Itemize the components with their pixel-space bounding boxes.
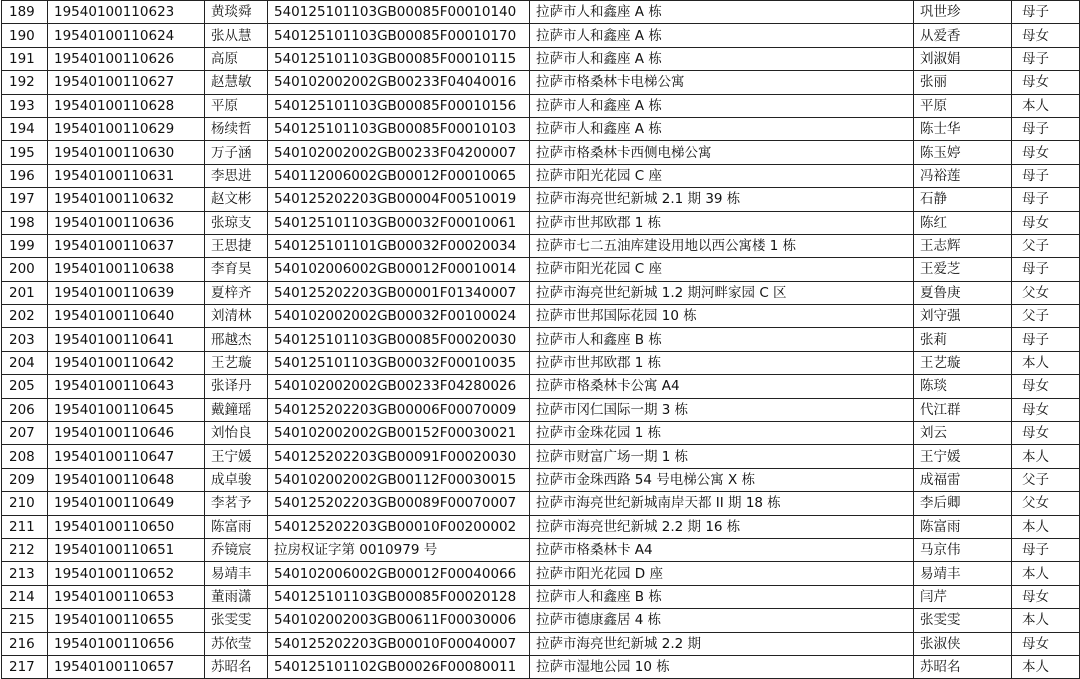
property-owner: 刘淑娟 <box>914 47 1012 70</box>
property-certificate-number: 540102006002GB00012F00010014 <box>268 258 530 281</box>
student-id: 19540100110652 <box>48 562 205 585</box>
row-number: 204 <box>2 351 48 374</box>
student-id: 19540100110637 <box>48 234 205 257</box>
student-id: 19540100110642 <box>48 351 205 374</box>
row-number: 198 <box>2 211 48 234</box>
row-number: 206 <box>2 398 48 421</box>
table-row <box>2 422 1080 445</box>
property-certificate-number: 540125101103GB00085F00020030 <box>268 328 530 351</box>
row-number: 211 <box>2 515 48 538</box>
property-certificate-number: 540125202203GB00010F00040007 <box>268 632 530 655</box>
row-number: 203 <box>2 328 48 351</box>
student-id: 19540100110638 <box>48 258 205 281</box>
property-address: 拉萨市海亮世纪新城南岸天都 II 期 18 栋 <box>530 492 914 515</box>
row-number: 207 <box>2 422 48 445</box>
property-certificate-number: 540102002002GB00233F04040016 <box>268 71 530 94</box>
property-address: 拉萨市人和鑫座 B 栋 <box>530 585 914 608</box>
relationship: 母女 <box>1012 422 1080 445</box>
student-name: 苏依莹 <box>205 632 268 655</box>
property-certificate-number: 540125202203GB00001F01340007 <box>268 281 530 304</box>
row-number: 216 <box>2 632 48 655</box>
student-name: 易靖丰 <box>205 562 268 585</box>
relationship: 本人 <box>1012 94 1080 117</box>
student-housing-table <box>1 0 1080 679</box>
student-id: 19540100110631 <box>48 164 205 187</box>
row-number: 208 <box>2 445 48 468</box>
property-owner: 闫芹 <box>914 585 1012 608</box>
table-row <box>2 211 1080 234</box>
relationship: 母女 <box>1012 632 1080 655</box>
student-id: 19540100110628 <box>48 94 205 117</box>
property-certificate-number: 540125101103GB00032F00010035 <box>268 351 530 374</box>
relationship: 父子 <box>1012 468 1080 491</box>
property-owner: 陈红 <box>914 211 1012 234</box>
property-owner: 陈琰 <box>914 375 1012 398</box>
relationship: 母子 <box>1012 164 1080 187</box>
property-address: 拉萨市世邦欧郡 1 栋 <box>530 351 914 374</box>
property-certificate-number: 540125202203GB00010F00200002 <box>268 515 530 538</box>
relationship: 母女 <box>1012 398 1080 421</box>
student-id: 19540100110647 <box>48 445 205 468</box>
student-id: 19540100110657 <box>48 655 205 678</box>
table-row <box>2 632 1080 655</box>
property-certificate-number: 540125101101GB00032F00020034 <box>268 234 530 257</box>
property-owner: 王爱芝 <box>914 258 1012 281</box>
student-name: 赵文彬 <box>205 188 268 211</box>
row-number: 197 <box>2 188 48 211</box>
student-name: 张雯雯 <box>205 609 268 632</box>
table-row <box>2 562 1080 585</box>
property-address: 拉萨市金珠西路 54 号电梯公寓 X 栋 <box>530 468 914 491</box>
student-id: 19540100110643 <box>48 375 205 398</box>
student-name: 苏昭名 <box>205 655 268 678</box>
property-owner: 张丽 <box>914 71 1012 94</box>
property-owner: 夏鲁庚 <box>914 281 1012 304</box>
table-row <box>2 141 1080 164</box>
property-owner: 易靖丰 <box>914 562 1012 585</box>
row-number: 205 <box>2 375 48 398</box>
student-id: 19540100110626 <box>48 47 205 70</box>
property-certificate-number: 540125101103GB00085F00010115 <box>268 47 530 70</box>
student-id: 19540100110639 <box>48 281 205 304</box>
student-id: 19540100110648 <box>48 468 205 491</box>
student-name: 张从慧 <box>205 24 268 47</box>
property-address: 拉萨市七二五油库建设用地以西公寓楼 1 栋 <box>530 234 914 257</box>
table-row <box>2 281 1080 304</box>
property-address: 拉萨市德康鑫居 4 栋 <box>530 609 914 632</box>
row-number: 217 <box>2 655 48 678</box>
property-certificate-number: 540125202203GB00004F00510019 <box>268 188 530 211</box>
student-id: 19540100110627 <box>48 71 205 94</box>
property-certificate-number: 540125202203GB00006F00070009 <box>268 398 530 421</box>
relationship: 父子 <box>1012 305 1080 328</box>
table-row <box>2 305 1080 328</box>
property-owner: 马京伟 <box>914 538 1012 561</box>
table-row <box>2 515 1080 538</box>
student-name: 李育昊 <box>205 258 268 281</box>
table-row <box>2 188 1080 211</box>
property-address: 拉萨市格桑林卡公寓 A4 <box>530 375 914 398</box>
property-certificate-number: 540125101103GB00085F00010170 <box>268 24 530 47</box>
relationship: 本人 <box>1012 562 1080 585</box>
table-row <box>2 47 1080 70</box>
student-name: 平原 <box>205 94 268 117</box>
relationship: 母女 <box>1012 71 1080 94</box>
property-owner: 陈士华 <box>914 117 1012 140</box>
property-address: 拉萨市人和鑫座 A 栋 <box>530 117 914 140</box>
relationship: 母子 <box>1012 117 1080 140</box>
property-certificate-number: 540112006002GB00012F00010065 <box>268 164 530 187</box>
property-address: 拉萨市格桑林卡电梯公寓 <box>530 71 914 94</box>
student-name: 乔镜宸 <box>205 538 268 561</box>
relationship: 母女 <box>1012 141 1080 164</box>
property-owner: 石静 <box>914 188 1012 211</box>
property-owner: 王艺璇 <box>914 351 1012 374</box>
student-id: 19540100110656 <box>48 632 205 655</box>
property-address: 拉萨市阳光花园 C 座 <box>530 164 914 187</box>
student-name: 夏梓齐 <box>205 281 268 304</box>
property-certificate-number: 540125101103GB00085F00020128 <box>268 585 530 608</box>
row-number: 192 <box>2 71 48 94</box>
student-id: 19540100110632 <box>48 188 205 211</box>
property-certificate-number: 540125101102GB00026F00080011 <box>268 655 530 678</box>
property-certificate-number: 540125101103GB00085F00010156 <box>268 94 530 117</box>
table-row <box>2 609 1080 632</box>
property-owner: 张莉 <box>914 328 1012 351</box>
table-row <box>2 117 1080 140</box>
student-id: 19540100110651 <box>48 538 205 561</box>
student-id: 19540100110630 <box>48 141 205 164</box>
relationship: 本人 <box>1012 655 1080 678</box>
property-address: 拉萨市金珠花园 1 栋 <box>530 422 914 445</box>
relationship: 母女 <box>1012 24 1080 47</box>
row-number: 214 <box>2 585 48 608</box>
table-row <box>2 375 1080 398</box>
student-id: 19540100110650 <box>48 515 205 538</box>
student-name: 刘清林 <box>205 305 268 328</box>
row-number: 194 <box>2 117 48 140</box>
student-name: 刘怡良 <box>205 422 268 445</box>
property-address: 拉萨市海亮世纪新城 2.2 期 <box>530 632 914 655</box>
student-name: 邢越杰 <box>205 328 268 351</box>
property-certificate-number: 540102002002GB00032F00100024 <box>268 305 530 328</box>
property-certificate-number: 540102002003GB00611F00030006 <box>268 609 530 632</box>
property-certificate-number: 540125101103GB00085F00010103 <box>268 117 530 140</box>
table-row <box>2 1 1080 24</box>
relationship: 父子 <box>1012 234 1080 257</box>
relationship: 母女 <box>1012 585 1080 608</box>
student-id: 19540100110623 <box>48 1 205 24</box>
property-certificate-number: 540102002002GB00152F00030021 <box>268 422 530 445</box>
property-owner: 巩世珍 <box>914 1 1012 24</box>
property-certificate-number: 拉房权证字第 0010979 号 <box>268 538 530 561</box>
table-row <box>2 398 1080 421</box>
row-number: 200 <box>2 258 48 281</box>
table-row <box>2 655 1080 678</box>
property-owner: 王志辉 <box>914 234 1012 257</box>
property-certificate-number: 540125101103GB00085F00010140 <box>268 1 530 24</box>
row-number: 202 <box>2 305 48 328</box>
relationship: 母子 <box>1012 188 1080 211</box>
table-row <box>2 94 1080 117</box>
student-name: 李思进 <box>205 164 268 187</box>
property-address: 拉萨市冈仁国际一期 3 栋 <box>530 398 914 421</box>
relationship: 母子 <box>1012 258 1080 281</box>
relationship: 母女 <box>1012 375 1080 398</box>
relationship: 父女 <box>1012 281 1080 304</box>
table-row <box>2 351 1080 374</box>
property-address: 拉萨市世邦欧郡 1 栋 <box>530 211 914 234</box>
table-row <box>2 492 1080 515</box>
table-body <box>2 1 1080 679</box>
table-row <box>2 538 1080 561</box>
student-name: 高原 <box>205 47 268 70</box>
property-address: 拉萨市人和鑫座 A 栋 <box>530 24 914 47</box>
row-number: 215 <box>2 609 48 632</box>
table-row <box>2 585 1080 608</box>
property-address: 拉萨市财富广场一期 1 栋 <box>530 445 914 468</box>
student-id: 19540100110641 <box>48 328 205 351</box>
student-name: 万子涵 <box>205 141 268 164</box>
row-number: 210 <box>2 492 48 515</box>
student-name: 张琼支 <box>205 211 268 234</box>
student-id: 19540100110645 <box>48 398 205 421</box>
student-name: 王思捷 <box>205 234 268 257</box>
property-address: 拉萨市阳光花园 C 座 <box>530 258 914 281</box>
property-certificate-number: 540102002002GB00233F04280026 <box>268 375 530 398</box>
table-row <box>2 328 1080 351</box>
relationship: 本人 <box>1012 609 1080 632</box>
relationship: 母子 <box>1012 538 1080 561</box>
table-row <box>2 71 1080 94</box>
student-id: 19540100110640 <box>48 305 205 328</box>
table-row <box>2 258 1080 281</box>
student-id: 19540100110655 <box>48 609 205 632</box>
property-owner: 刘云 <box>914 422 1012 445</box>
property-address: 拉萨市人和鑫座 A 栋 <box>530 1 914 24</box>
property-owner: 冯裕莲 <box>914 164 1012 187</box>
property-certificate-number: 540125101103GB00032F00010061 <box>268 211 530 234</box>
row-number: 195 <box>2 141 48 164</box>
property-address: 拉萨市格桑林卡西侧电梯公寓 <box>530 141 914 164</box>
student-id: 19540100110629 <box>48 117 205 140</box>
student-name: 成卓骏 <box>205 468 268 491</box>
row-number: 199 <box>2 234 48 257</box>
student-name: 戴鐘瑶 <box>205 398 268 421</box>
property-owner: 张雯雯 <box>914 609 1012 632</box>
student-name: 董雨潇 <box>205 585 268 608</box>
property-owner: 代江群 <box>914 398 1012 421</box>
student-name: 杨续哲 <box>205 117 268 140</box>
property-certificate-number: 540102002002GB00112F00030015 <box>268 468 530 491</box>
student-id: 19540100110636 <box>48 211 205 234</box>
property-owner: 苏昭名 <box>914 655 1012 678</box>
relationship: 本人 <box>1012 445 1080 468</box>
relationship: 母子 <box>1012 47 1080 70</box>
property-owner: 张淑侠 <box>914 632 1012 655</box>
row-number: 191 <box>2 47 48 70</box>
property-certificate-number: 540125202203GB00089F00070007 <box>268 492 530 515</box>
property-certificate-number: 540102006002GB00012F00040066 <box>268 562 530 585</box>
property-address: 拉萨市湿地公园 10 栋 <box>530 655 914 678</box>
property-owner: 陈富雨 <box>914 515 1012 538</box>
student-name: 黄琰舜 <box>205 1 268 24</box>
row-number: 209 <box>2 468 48 491</box>
student-name: 王艺璇 <box>205 351 268 374</box>
student-name: 王宁媛 <box>205 445 268 468</box>
row-number: 189 <box>2 1 48 24</box>
row-number: 193 <box>2 94 48 117</box>
table-row <box>2 234 1080 257</box>
relationship: 母女 <box>1012 211 1080 234</box>
student-id: 19540100110646 <box>48 422 205 445</box>
relationship: 母子 <box>1012 1 1080 24</box>
table-row <box>2 445 1080 468</box>
property-address: 拉萨市人和鑫座 B 栋 <box>530 328 914 351</box>
property-owner: 刘守强 <box>914 305 1012 328</box>
student-name: 赵慧敏 <box>205 71 268 94</box>
row-number: 212 <box>2 538 48 561</box>
table-row <box>2 164 1080 187</box>
row-number: 213 <box>2 562 48 585</box>
student-id: 19540100110649 <box>48 492 205 515</box>
row-number: 196 <box>2 164 48 187</box>
property-address: 拉萨市世邦国际花园 10 栋 <box>530 305 914 328</box>
relationship: 母子 <box>1012 328 1080 351</box>
property-certificate-number: 540125202203GB00091F00020030 <box>268 445 530 468</box>
property-address: 拉萨市阳光花园 D 座 <box>530 562 914 585</box>
property-owner: 陈玉婷 <box>914 141 1012 164</box>
property-owner: 王宁媛 <box>914 445 1012 468</box>
relationship: 本人 <box>1012 515 1080 538</box>
row-number: 190 <box>2 24 48 47</box>
relationship: 本人 <box>1012 351 1080 374</box>
property-certificate-number: 540102002002GB00233F04200007 <box>268 141 530 164</box>
student-id: 19540100110624 <box>48 24 205 47</box>
student-id: 19540100110653 <box>48 585 205 608</box>
property-address: 拉萨市人和鑫座 A 栋 <box>530 47 914 70</box>
row-number: 201 <box>2 281 48 304</box>
property-address: 拉萨市人和鑫座 A 栋 <box>530 94 914 117</box>
table-row <box>2 24 1080 47</box>
property-owner: 平原 <box>914 94 1012 117</box>
property-address: 拉萨市格桑林卡 A4 <box>530 538 914 561</box>
student-name: 陈富雨 <box>205 515 268 538</box>
table-row <box>2 468 1080 491</box>
property-address: 拉萨市海亮世纪新城 1.2 期河畔家园 C 区 <box>530 281 914 304</box>
property-owner: 成福雷 <box>914 468 1012 491</box>
property-owner: 从爱香 <box>914 24 1012 47</box>
property-address: 拉萨市海亮世纪新城 2.2 期 16 栋 <box>530 515 914 538</box>
relationship: 父女 <box>1012 492 1080 515</box>
property-owner: 李后卿 <box>914 492 1012 515</box>
property-address: 拉萨市海亮世纪新城 2.1 期 39 栋 <box>530 188 914 211</box>
student-name: 张译丹 <box>205 375 268 398</box>
student-name: 李茗予 <box>205 492 268 515</box>
